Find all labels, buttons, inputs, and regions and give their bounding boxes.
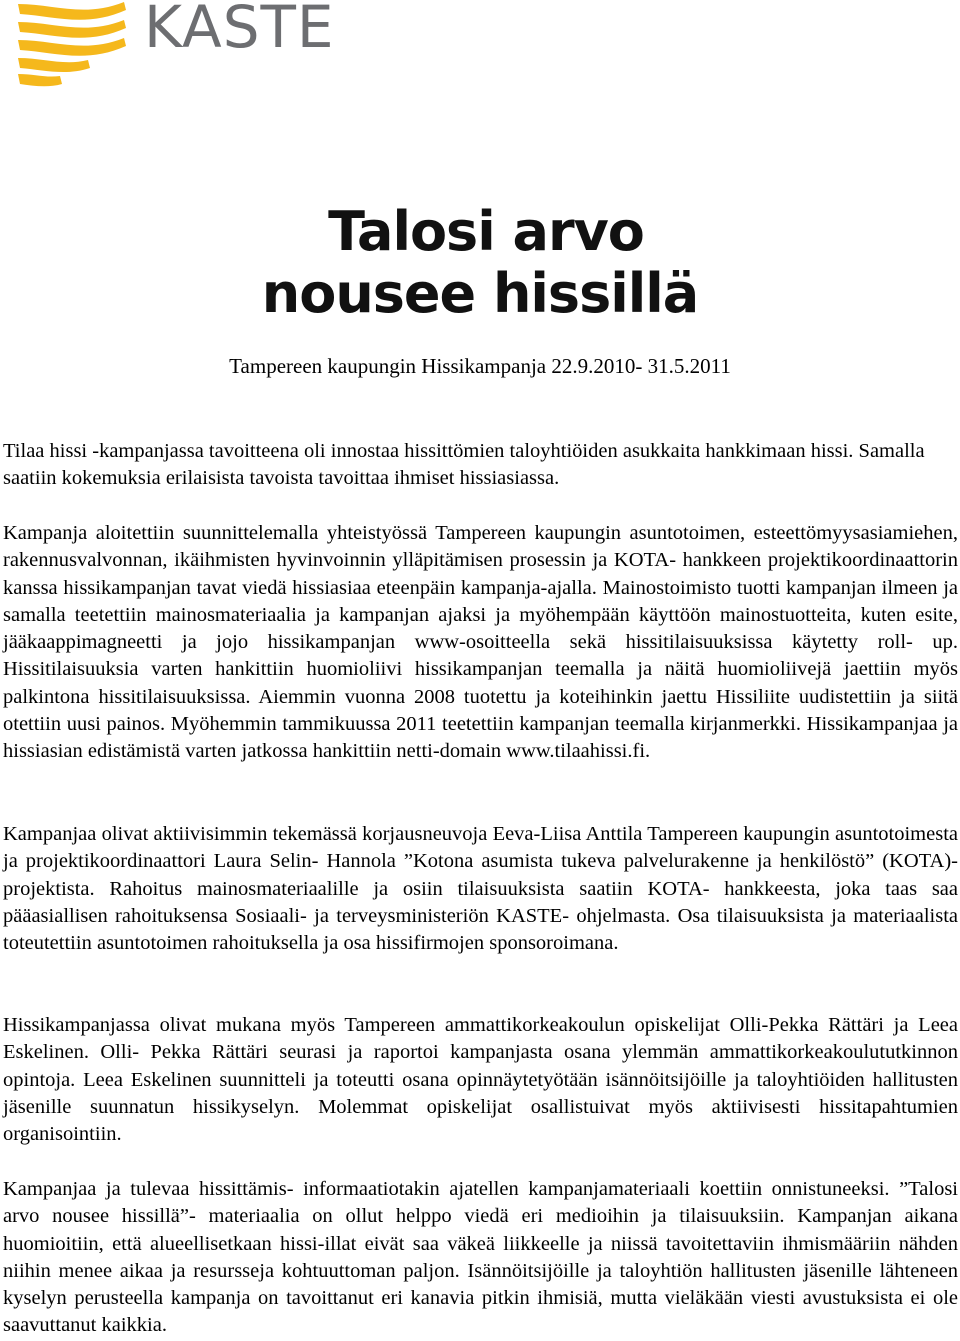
paragraph-intro: Tilaa hissi -kampanjassa tavoitteena oli innostaa hissittömien taloyhtiöiden asukkaita hankkimaan hissi. Samalla saatiin kokemuksia erilaisista tavoista tavoittaa ihmiset hissiasiassa. <box>3 440 925 490</box>
paragraph-conclusions: Kampanjaa ja tulevaa hissittämis- informaatiotakin ajatellen kampanjamateriaali koettiin onnistuneeksi. ”Talosi arvo nousee hissillä”- materiaalia on ollut helppo viedä eri medioihin ja tilaisuuksiin. Kampanjan aikana huomioitiin, että alueellisetkaan hissi-illat eivät saa väkeä liikkeelle ja niissä tavoitettaviin ihmismääriin nähden niihin menee aikaa ja resursseja kohtuuttoman paljon. Isännöitsijöille ja taloyhtiön hallitusten jäsenille lähteneen kyselyn perusteella kampanja on tavoittanut eri kanavia pitkin ihmisiä, mutta vieläkään viesti avustuksista ei ole saavuttanut kaikkia. <box>3 1178 958 1337</box>
campaign-subtitle: Tampereen kaupungin Hissikampanja 22.9.2010- 31.5.2011 <box>229 354 731 378</box>
headline-line-2: nousee hissillä <box>261 262 699 325</box>
kaste-logo-text: KASTE <box>144 0 335 61</box>
kaste-logo-mark-icon <box>14 0 134 92</box>
paragraph-students: Hissikampanjassa olivat mukana myös Tampereen ammattikorkeakoulun opiskelijat Olli-Pekka Rättäri ja Leea Eskelinen. Olli- Pekka Rättäri seurasi ja raportoi kampanjasta osana ylemmän ammattikorkeakoulututkinnon opintoja. Leea Eskelinen suunnitteli ja toteutti osana opinnäytetyötään isännöitsijöille ja taloyhtiöiden hallitusten jäsenille suunnatun hissikyselyn. Molemmat opiskelijat osallistuivat myös aktiivisesti hissitapahtumien organisointiin. <box>3 1014 958 1146</box>
kaste-logo <box>14 0 335 92</box>
paragraph-campaign-planning: Kampanja aloitettiin suunnittelemalla yhteistyössä Tampereen kaupungin asuntotoimen, esteettömyysasiamiehen, rakennusvalvonnan, ikäihmisten hyvinvoinnin ylläpitämisen prosessin ja KOTA- hankkeen projektikoordinaattorin kanssa hissikampanjan tavat viedä hissiasiaa eteenpäin kampanja-ajalla. Mainostoimisto tuotti kampanjan ilmeen ja samalla teetettiin mainosmateriaalia ja kampanjan ajaksi ja myöhempään käyttöön mainostuotteita, kuten esite, jääkaappimagneetti ja jojo hissikampanjan www-osoitteella sekä hissitilaisuuksissa käytetty roll- up. Hissitilaisuuksia varten hankittiin huomioliivi hissikampanjan teemalla ja näitä huomioliivejä jaettiin myös palkintona hissitilaisuuksissa. Aiemmin vuonna 2008 tuotettu ja koteihinkin jaettu Hissiliite uudistettiin ja siitä otettiin uusi painos. Myöhemmin tammikuussa 2011 teetettiin kampanjan teemalla kirjanmerkki. Hissikampanjaa ja hissiasian edistämistä varten jatkossa hankittiin netti-domain www.tilaahissi.fi. <box>3 522 958 763</box>
headline-line-1: Talosi arvo <box>328 200 644 263</box>
paragraph-organizers: Kampanjaa olivat aktiivisimmin tekemässä korjausneuvoja Eeva-Liisa Anttila Tampereen kaupungin asuntotoimesta ja projektikoordinaattori Laura Selin- Hannola ”Kotona asumista tukeva palvelurakenne ja henkilöstö” (KOTA)- projektista. Rahoitus mainosmateriaalille ja osiin tilaisuuksista saatiin KOTA- hankkeesta, joka taas saa pääasiallisen rahoituksensa Sosiaali- ja terveysministeriön KASTE- ohjelmasta. Osa tilaisuuksista ja materiaalista toteutettiin asuntotoimen rahoituksella ja osa hissifirmojen sponsoroimana. <box>3 823 958 955</box>
